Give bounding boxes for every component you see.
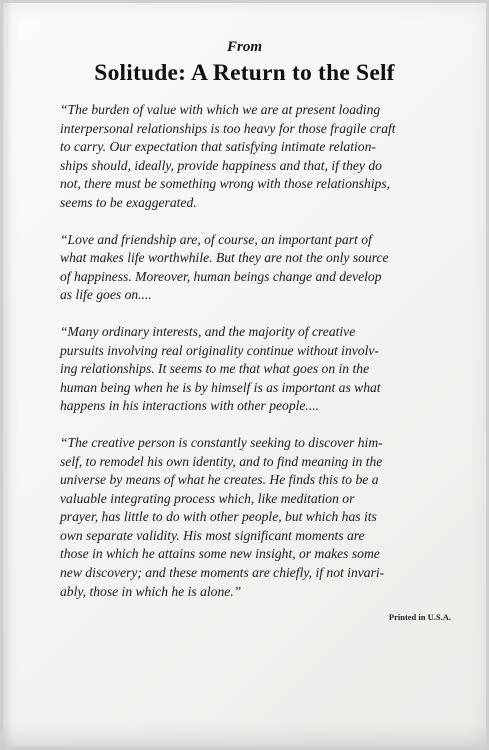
- quote-line: “The burden of value with which we are at present loading: [60, 102, 381, 117]
- quote-line: interpersonal relationships is too heavy for those fragile craft: [60, 120, 396, 136]
- quote-line: ships should, ideally, provide happiness and that, if they do: [60, 157, 382, 173]
- quote-line: human being when he is by himself is as important as what: [60, 379, 381, 395]
- quote-line: ing relationships. It seems to me that what goes on in the: [60, 361, 370, 377]
- quote-line: valuable integrating process which, like meditation or: [60, 490, 355, 506]
- quote-line: not, there must be something wrong with those relationships,: [60, 176, 391, 192]
- book-title: Solitude: A Return to the Self: [94, 60, 395, 86]
- quote-line: self, to remodel his own identity, and to find meaning in the: [60, 453, 383, 469]
- quote-paragraph-4: [60, 434, 450, 601]
- printed-in-label: Printed in U.S.A.: [388, 612, 451, 622]
- quote-line: own separate validity. His most significant moments are: [60, 527, 365, 543]
- quote-paragraph-3: [60, 323, 450, 416]
- quote-line: “Love and friendship are, of course, an important part of: [60, 231, 372, 247]
- from-label: From: [226, 39, 262, 55]
- quote-line: universe by means of what he creates. He finds this to be a: [60, 472, 379, 488]
- quote-line: pursuits involving real originality continue without involv-: [60, 342, 379, 358]
- quote-line: those in which he attains some new insight, or makes some: [60, 546, 380, 562]
- quote-paragraph-1: [60, 101, 450, 213]
- quote-line: happens in his interactions with other people....: [60, 398, 320, 414]
- quote-line: new discovery; and these moments are chiefly, if not invari-: [60, 565, 385, 581]
- quote-line: what makes life worthwhile. But they are not the only source: [60, 250, 389, 266]
- cover-bottom-wear: [3, 721, 486, 747]
- quote-line: prayer, has little to do with other people, but which has its: [60, 509, 377, 525]
- cover-edge-wear: [3, 3, 13, 747]
- quote-line: seems to be exaggerated.: [60, 194, 197, 210]
- quote-line: “Many ordinary interests, and the majority of creative: [60, 323, 356, 339]
- quote-line: “The creative person is constantly seeking to discover him-: [60, 434, 383, 450]
- excerpt-quotes: [60, 101, 450, 619]
- quote-line: ably, those in which he is alone.”: [60, 583, 242, 599]
- quote-paragraph-2: [60, 231, 450, 305]
- quote-line: as life goes on....: [60, 287, 152, 303]
- quote-line: of happiness. Moreover, human beings change and develop: [60, 268, 382, 284]
- quote-line: to carry. Our expectation that satisfying intimate relation-: [60, 139, 376, 155]
